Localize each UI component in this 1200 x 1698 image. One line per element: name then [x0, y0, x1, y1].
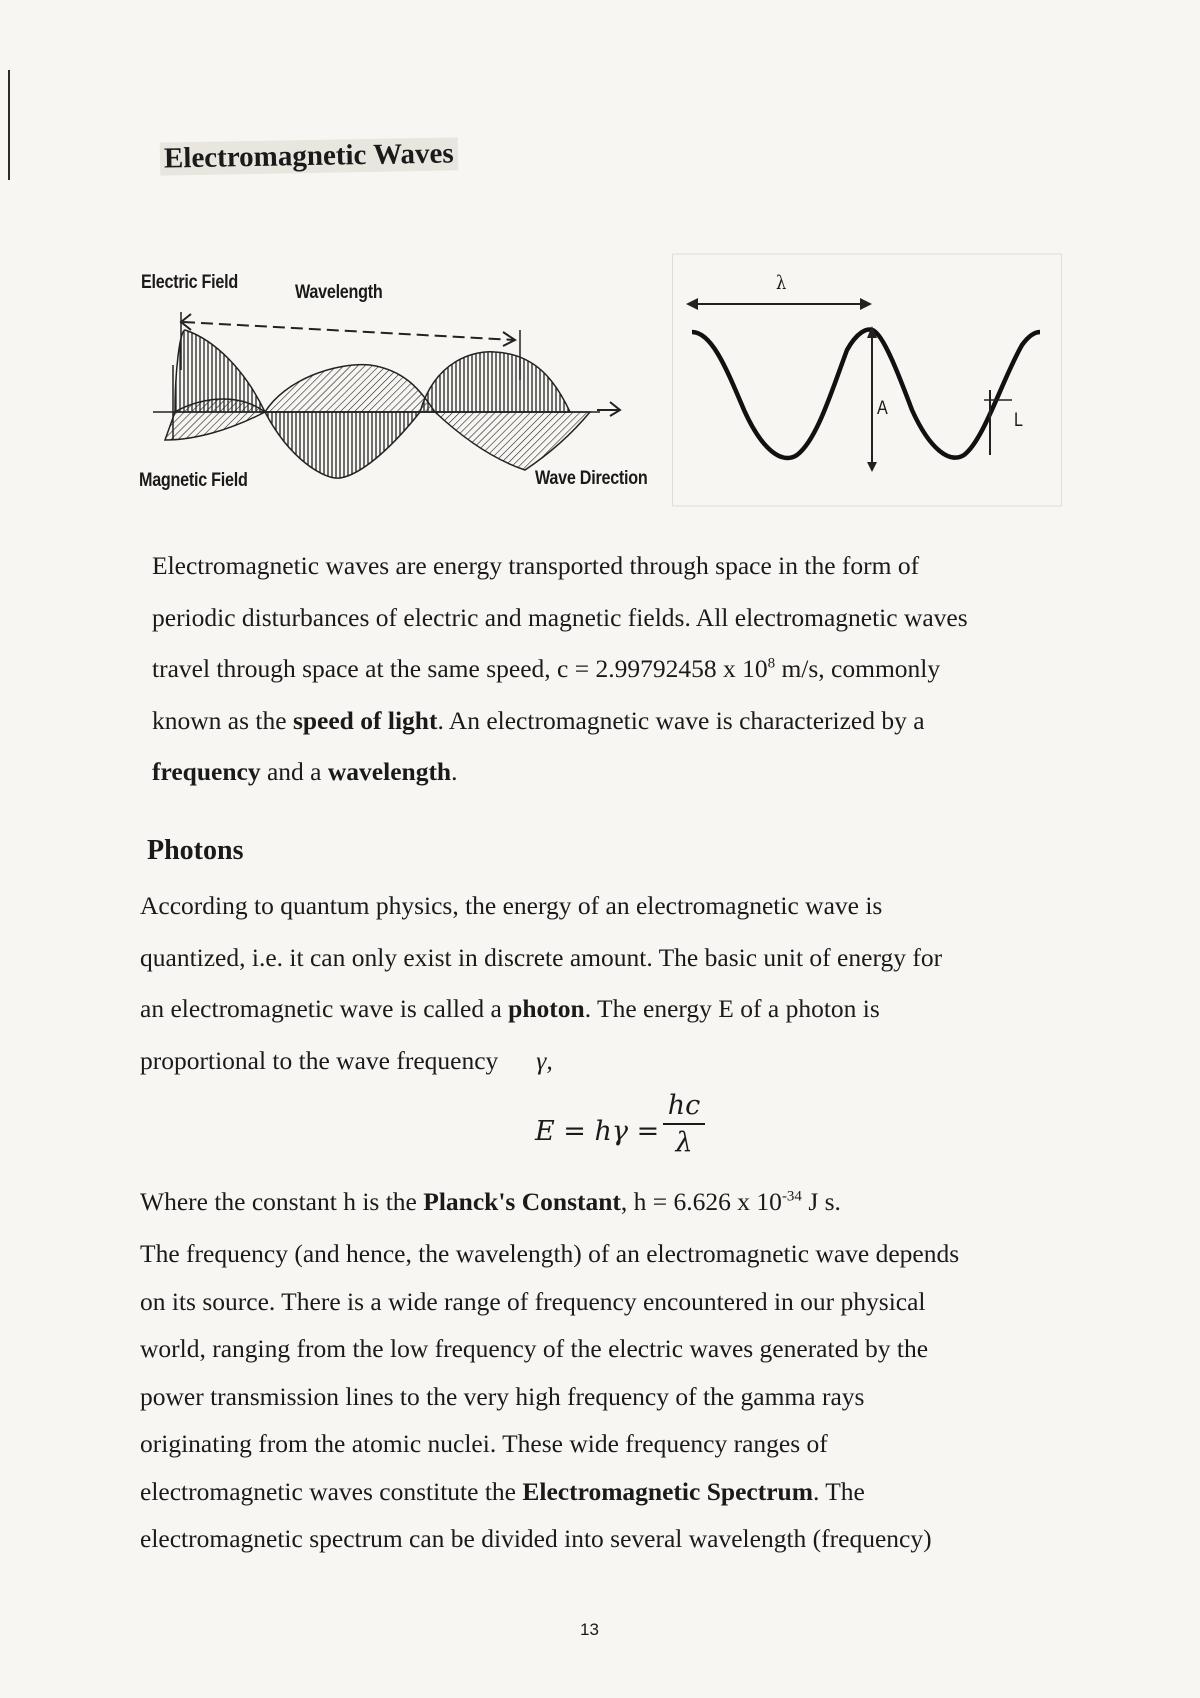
page-number: 13	[580, 1620, 599, 1639]
spectrum-paragraph	[140, 1230, 1065, 1563]
gamma-symbol: γ,	[536, 1045, 553, 1075]
text-span: and a	[260, 757, 328, 786]
magnetic-field-label: Magnetic Field	[139, 470, 248, 491]
bold-term: wavelength	[327, 757, 452, 786]
text-span: , h = 6.626 x 10	[620, 1187, 782, 1216]
bold-term: frequency	[152, 757, 261, 786]
bold-term: Electromagnetic Spectrum	[522, 1476, 813, 1506]
photons-paragraph	[140, 880, 1070, 1086]
text-line	[152, 695, 1072, 747]
bold-term: speed of light	[292, 705, 438, 735]
section-title: Electromagnetic Waves	[160, 137, 458, 175]
text-span: . The	[812, 1476, 865, 1506]
amplitude-label: A	[877, 398, 888, 419]
text-line: The frequency (and hence, the wavelength) of an electromagnetic wave depends	[140, 1239, 960, 1268]
sine-wave-drawing	[672, 250, 1062, 508]
text-line: on its source. There is a wide range of frequency encountered in our physical	[140, 1286, 926, 1316]
text-line: periodic disturbances of electric and magnetic fields. All electromagnetic waves	[152, 602, 968, 632]
text-line: Electromagnetic waves are energy transported through space in the form of	[152, 551, 920, 580]
text-span: known as the	[152, 705, 293, 735]
text-line	[140, 1176, 1070, 1228]
text-span: m/s, commonly	[775, 654, 941, 683]
text-span: electromagnetic waves constitute the	[140, 1476, 523, 1506]
text-span: . An electromagnetic wave is characterized by a	[437, 705, 925, 735]
bold-term: photon	[508, 994, 585, 1023]
exponent: -34	[781, 1188, 802, 1205]
electric-field-label: Electric Field	[141, 272, 238, 293]
photon-energy-equation	[535, 1090, 715, 1170]
text-span: Where the constant h is the	[140, 1187, 424, 1216]
text-line	[140, 983, 1070, 1035]
text-span: J s.	[801, 1187, 841, 1216]
planck-paragraph	[140, 1176, 1070, 1228]
wavelength-label: Wavelength	[295, 282, 383, 303]
em-wave-figure	[135, 270, 670, 500]
text-span: . The energy E of a photon is	[584, 994, 880, 1023]
equation-fraction	[663, 1090, 705, 1158]
text-line: world, ranging from the low frequency of the electric waves generated by the	[140, 1334, 929, 1363]
text-line: electromagnetic spectrum can be divided into several wavelength (frequency)	[140, 1524, 932, 1553]
exponent: 8	[767, 655, 776, 672]
sine-wave-figure	[672, 250, 1062, 508]
text-line	[140, 1035, 1070, 1087]
text-line: power transmission lines to the very high frequency of the gamma rays	[140, 1381, 865, 1411]
equation-lhs: E = hγ =	[535, 1116, 660, 1147]
photons-heading: Photons	[147, 835, 244, 866]
fraction-bar	[663, 1123, 705, 1125]
equation-denominator: λ	[675, 1127, 693, 1158]
text-line	[152, 643, 1072, 695]
text-span: .	[451, 757, 458, 786]
intro-paragraph	[152, 540, 1072, 798]
text-line: originating from the atomic nuclei. These wide frequency ranges of	[140, 1429, 828, 1458]
text-span: proportional to the wave frequency	[140, 1045, 499, 1075]
text-line	[140, 1468, 1065, 1516]
scan-edge-line	[8, 70, 10, 180]
text-line: quantized, i.e. it can only exist in discrete amount. The basic unit of energy for	[140, 942, 943, 972]
em-wave-drawing	[135, 270, 670, 500]
bold-term: Planck's Constant	[423, 1187, 621, 1216]
wave-direction-label: Wave Direction	[535, 468, 648, 489]
lambda-label: λ	[776, 272, 786, 294]
text-line	[152, 746, 1072, 798]
text-span: travel through space at the same speed, c = 2.99792458 x 10	[152, 654, 768, 683]
text-span: an electromagnetic wave is called a	[140, 994, 509, 1023]
l-label: L	[1014, 410, 1023, 431]
equation-numerator: hc	[667, 1090, 701, 1121]
text-line: According to quantum physics, the energy of an electromagnetic wave is	[140, 891, 883, 920]
